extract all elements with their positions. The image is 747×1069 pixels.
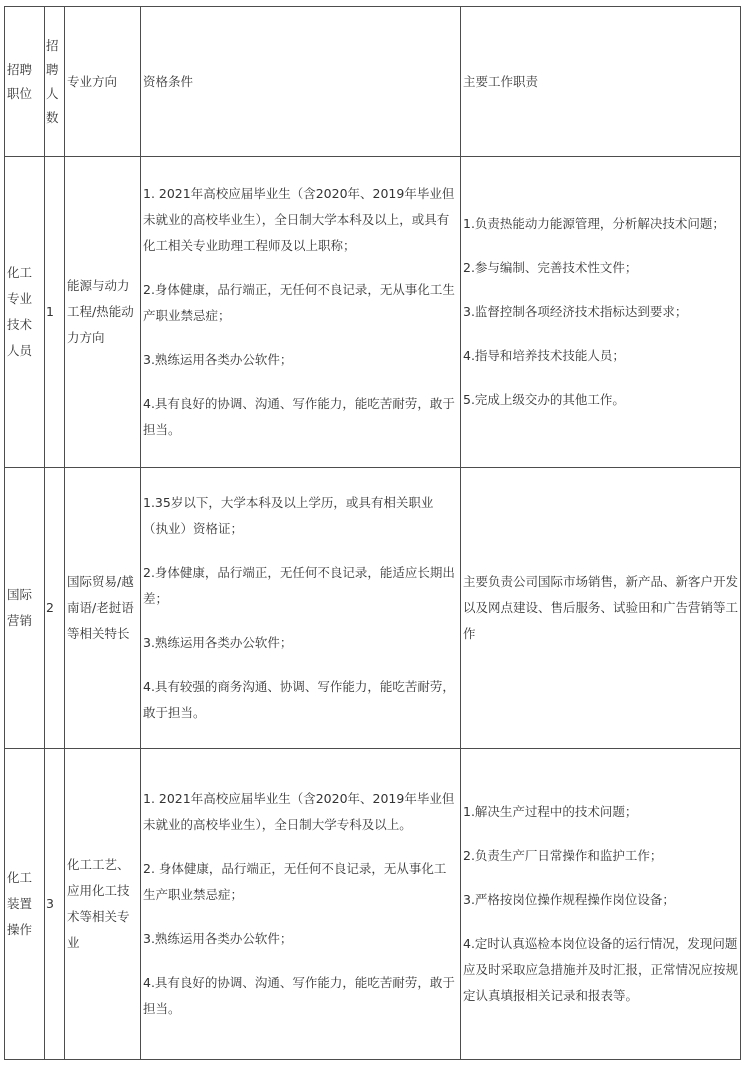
qualification-item: 1.35岁以下，大学本科及以上学历，或具有相关职业（执业）资格证； [143, 495, 434, 536]
duties-cell [460, 467, 741, 748]
duty-item: 2.参与编制、完善技术性文件； [463, 260, 638, 275]
qualification-item: 4.具有良好的协调、沟通、写作能力，能吃苦耐劳，敢于担当。 [143, 396, 455, 437]
qualification-item: 3.熟练运用各类办公软件； [143, 352, 293, 367]
qualifications-cell [140, 156, 460, 467]
duties-cell [460, 748, 741, 1060]
major-cell: 国际贸易/越南语/老挝语等相关特长 [64, 467, 140, 748]
qualification-item: 2.身体健康，品行端正，无任何不良记录，能适应长期出差； [143, 565, 455, 606]
header-major: 专业方向 [64, 6, 140, 156]
table-row [4, 156, 741, 467]
major-cell: 化工工艺、应用化工技术等相关专业 [64, 748, 140, 1060]
header-qualifications: 资格条件 [140, 6, 460, 156]
count-cell: 1 [44, 156, 64, 467]
qualification-item: 2.身体健康，品行端正，无任何不良记录，无从事化工生产职业禁忌症； [143, 282, 455, 323]
recruitment-table [4, 6, 741, 1060]
position-cell: 化工装置操作 [4, 748, 44, 1060]
qualification-item: 4.具有较强的商务沟通、协调、写作能力，能吃苦耐劳，敢于担当。 [143, 679, 455, 720]
table-row [4, 748, 741, 1060]
duty-item: 3.监督控制各项经济技术指标达到要求； [463, 304, 688, 319]
position-cell: 化工专业技术人员 [4, 156, 44, 467]
duties-cell [460, 156, 741, 467]
duty-item: 1.解决生产过程中的技术问题； [463, 804, 638, 819]
duty-item: 4.定时认真巡检本岗位设备的运行情况，发现问题应及时采取应急措施并及时汇报，正常情况应按规定认真填报相关记录和报表等。 [463, 936, 739, 1003]
duty-item: 主要负责公司国际市场销售，新产品、新客户开发以及网点建设、售后服务、试验田和广告营销等工作 [463, 574, 739, 641]
header-position: 招聘职位 [4, 6, 44, 156]
position-cell: 国际营销 [4, 467, 44, 748]
duty-item: 3.严格按岗位操作规程操作岗位设备； [463, 892, 675, 907]
qualifications-cell [140, 748, 460, 1060]
qualification-item: 3.熟练运用各类办公软件； [143, 931, 293, 946]
count-cell: 2 [44, 467, 64, 748]
duty-item: 1.负责热能动力能源管理，分析解决技术问题； [463, 216, 725, 231]
qualification-item: 1. 2021年高校应届毕业生（含2020年、2019年毕业但未就业的高校毕业生），全日制大学本科及以上，或具有化工相关专业助理工程师及以上职称； [143, 186, 455, 253]
duty-item: 4.指导和培养技术技能人员； [463, 348, 625, 363]
qualifications-cell [140, 467, 460, 748]
major-cell: 能源与动力工程/热能动力方向 [64, 156, 140, 467]
duty-item: 2.负责生产厂日常操作和监护工作； [463, 848, 663, 863]
qualification-item: 2. 身体健康，品行端正，无任何不良记录，无从事化工生产职业禁忌症； [143, 861, 447, 902]
qualification-item: 3.熟练运用各类办公软件； [143, 635, 293, 650]
count-cell: 3 [44, 748, 64, 1060]
qualification-item: 1. 2021年高校应届毕业生（含2020年、2019年毕业但未就业的高校毕业生），全日制大学专科及以上。 [143, 791, 455, 832]
duty-item: 5.完成上级交办的其他工作。 [463, 392, 625, 407]
header-count: 招聘人数 [44, 6, 64, 156]
qualification-item: 4.具有良好的协调、沟通、写作能力，能吃苦耐劳，敢于担当。 [143, 975, 455, 1016]
header-duties: 主要工作职责 [460, 6, 741, 156]
header-row [4, 6, 741, 156]
table-row [4, 467, 741, 748]
